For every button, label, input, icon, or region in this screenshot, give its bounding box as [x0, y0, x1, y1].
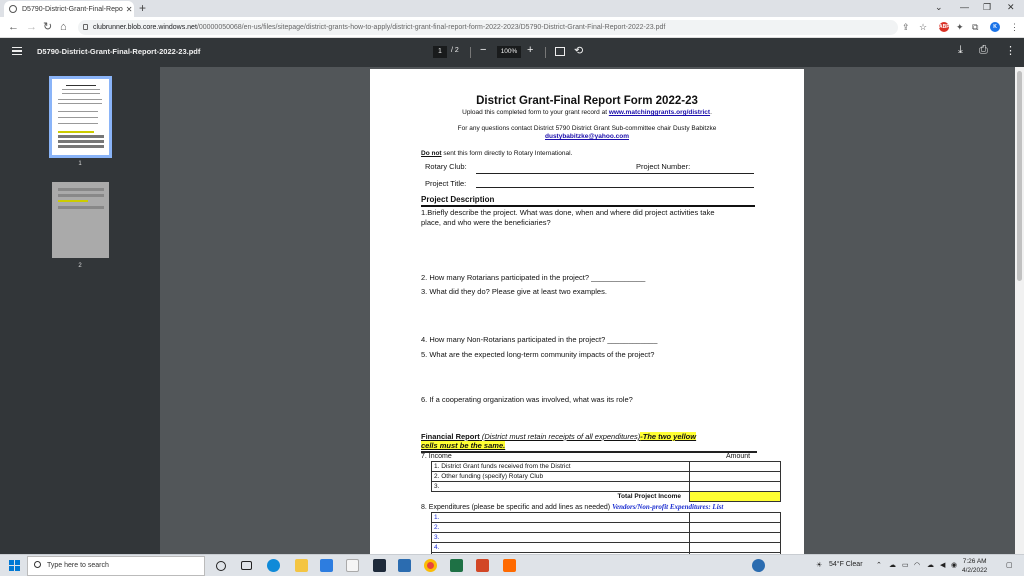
- zoom-out-button[interactable]: −: [480, 44, 487, 56]
- expenditure-row: [432, 513, 781, 523]
- pdf-page: [370, 69, 804, 569]
- financial-report-heading-line1: [421, 432, 696, 441]
- tray-app-icon[interactable]: [752, 559, 765, 572]
- expenditures-label: 8. Expenditures (please be specific and add lines as needed): [421, 504, 613, 511]
- notifications-icon[interactable]: ▢: [1006, 562, 1013, 569]
- expenditures-note: Vendors/Non-profit Expenditures: List: [612, 503, 724, 511]
- close-window-button[interactable]: ✕: [1007, 2, 1015, 12]
- close-tab-icon[interactable]: ✕: [125, 4, 133, 14]
- income-amount-cell[interactable]: [690, 462, 781, 472]
- income-amount-cell[interactable]: [690, 472, 781, 482]
- forward-icon[interactable]: →: [26, 21, 37, 33]
- financial-report-heading-line2: [421, 441, 505, 450]
- minimize-button[interactable]: —: [960, 2, 969, 12]
- profile-avatar[interactable]: K: [990, 22, 1000, 32]
- windows-taskbar: [0, 554, 1024, 576]
- powerpoint-icon[interactable]: [476, 559, 489, 572]
- total-income-row: [432, 492, 781, 502]
- contact-email-wrap: [370, 133, 804, 140]
- income-row-label: 3.: [432, 482, 690, 492]
- rotate-icon[interactable]: ⟲: [574, 45, 584, 57]
- zoom-level-input[interactable]: 100%: [497, 46, 521, 58]
- income-row: [432, 462, 781, 472]
- url-host: clubrunner.blob.core.windows.net: [93, 24, 197, 31]
- globe-icon: [9, 5, 17, 13]
- lock-icon[interactable]: [83, 24, 88, 30]
- home-icon[interactable]: ⌂: [60, 21, 67, 33]
- app-icon-orange[interactable]: [503, 559, 516, 572]
- menu-dots-icon[interactable]: ⋮: [1010, 22, 1019, 32]
- tray-wifi-icon[interactable]: ◉: [951, 562, 958, 569]
- upload-text: Upload this completed form to your grant record at: [462, 109, 609, 116]
- income-table: [431, 461, 781, 502]
- weather-text[interactable]: 54°F Clear: [829, 561, 863, 568]
- financial-yellow-note-1: -The two yellow: [640, 432, 697, 441]
- page-thumbnail-2[interactable]: [52, 182, 109, 258]
- reload-icon[interactable]: ↻: [43, 21, 53, 33]
- total-income-cell[interactable]: [690, 492, 781, 502]
- browser-nav-bar: [0, 17, 1024, 38]
- back-icon[interactable]: ←: [8, 21, 19, 33]
- fit-to-page-icon[interactable]: [555, 47, 565, 56]
- task-view-icon[interactable]: [241, 561, 252, 570]
- do-not-rest: sent this form directly to Rotary International.: [441, 150, 573, 157]
- expenditure-row: [432, 523, 781, 533]
- adblock-extension-icon[interactable]: ABP: [939, 24, 950, 30]
- browser-tab-strip: [0, 0, 1024, 17]
- expenditure-row: [432, 533, 781, 543]
- url-path: /00000050068/en-us/files/sitepage/district-grants-how-to-apply/district-grant-final-report-form-2022-2023/D5790-District-Grant-Final-Report-2022-23.pdf: [196, 24, 666, 31]
- question-6: 6. If a cooperating organization was involved, what was its role?: [421, 395, 633, 404]
- expenditure-amount-cell[interactable]: [690, 513, 781, 523]
- question-3: 3. What did they do? Please give at least two examples.: [421, 287, 607, 296]
- microsoft-store-icon[interactable]: [320, 559, 333, 572]
- restore-button[interactable]: ❐: [983, 2, 992, 12]
- expenditures-heading: [421, 503, 723, 511]
- matchinggrants-link[interactable]: www.matchinggrants.org/district: [608, 109, 711, 116]
- question-5: 5. What are the expected long-term community impacts of the project?: [421, 350, 655, 359]
- new-tab-button[interactable]: +: [139, 1, 147, 15]
- thumbnail-label: 2: [78, 263, 82, 269]
- pdf-filename: D5790-District-Grant-Final-Report-2022-23.pdf: [37, 47, 201, 56]
- financial-heading: Financial Report: [421, 432, 480, 441]
- bookmark-star-icon[interactable]: ☆: [919, 22, 928, 32]
- menu-icon[interactable]: [12, 47, 22, 55]
- weather-icon[interactable]: ☀: [816, 562, 823, 569]
- income-label: 7. Income: [421, 453, 452, 460]
- clock-time: 7:26 AM: [962, 558, 987, 565]
- edge-browser-icon[interactable]: [267, 559, 280, 572]
- extensions-puzzle-icon[interactable]: ⧉: [972, 22, 979, 32]
- rotary-club-field[interactable]: [476, 173, 754, 174]
- page-thumbnail-1[interactable]: [52, 79, 109, 155]
- contact-email-link[interactable]: dustybabitzke@yahoo.com: [545, 133, 629, 140]
- amount-label: Amount: [726, 453, 751, 460]
- tray-cloud-icon[interactable]: ☁: [889, 562, 896, 569]
- browser-tab[interactable]: [4, 1, 134, 17]
- income-row-label: 1. District Grant funds received from the District: [432, 462, 690, 472]
- question-1-line-1: 1.Briefly describe the project. What was done, when and where did project activities take: [421, 208, 715, 217]
- contact-text: For any questions contact District 5790 District Grant Sub-committee chair Dusty Babitzke: [457, 125, 717, 132]
- vertical-scrollbar[interactable]: [1015, 67, 1024, 554]
- page-total: / 2: [451, 47, 459, 54]
- expenditure-row-label: 1.: [432, 513, 690, 523]
- app-icon[interactable]: [346, 559, 359, 572]
- share-icon[interactable]: ⇪: [902, 22, 910, 32]
- taskbar-search-input[interactable]: Type here to search: [27, 556, 205, 576]
- financial-yellow-note-2: cells must be the same.: [421, 441, 506, 450]
- volume-icon[interactable]: ◀: [940, 562, 946, 569]
- total-income-label: Total Project Income: [617, 493, 681, 501]
- toolbar-divider: [470, 47, 471, 58]
- project-title-label: Project Title:: [425, 179, 467, 188]
- tray-network-icon[interactable]: ◠: [914, 562, 921, 569]
- do-not-emphasis: Do not: [421, 150, 442, 157]
- file-explorer-icon[interactable]: [295, 559, 308, 572]
- extension-icon[interactable]: ✦: [956, 22, 964, 32]
- income-row: [432, 472, 781, 482]
- download-icon[interactable]: ⤓: [958, 44, 963, 56]
- income-row-label: 2. Other funding (specify) Rotary Club: [432, 472, 690, 482]
- print-icon[interactable]: ⎙: [979, 44, 988, 56]
- taskbar-clock[interactable]: [962, 557, 987, 575]
- rotary-club-label: Rotary Club:: [425, 162, 467, 171]
- expenditure-amount-cell[interactable]: [690, 533, 781, 543]
- project-number-label: Project Number:: [636, 162, 691, 171]
- upload-end: .: [710, 109, 712, 116]
- income-row: [432, 482, 781, 492]
- clock-date: 4/2/2022: [962, 567, 988, 574]
- financial-note: (District must retain receipts of all expenditures): [479, 432, 641, 441]
- tab-title: D5790-District-Grant-Final-Repo: [22, 5, 123, 13]
- tray-battery-icon[interactable]: ▭: [902, 562, 909, 569]
- expenditure-amount-cell[interactable]: [690, 543, 781, 553]
- expenditure-amount-cell[interactable]: [690, 523, 781, 533]
- search-icon: [34, 561, 41, 568]
- question-1-line-2: place, and who were the beneficiaries?: [421, 218, 551, 227]
- expenditure-row-label: 2.: [432, 523, 690, 533]
- pdf-viewer: [160, 67, 1015, 554]
- address-bar[interactable]: [78, 20, 898, 35]
- excel-icon[interactable]: [450, 559, 463, 572]
- toolbar-divider: [545, 47, 546, 58]
- mail-icon[interactable]: [398, 559, 411, 572]
- upload-instruction: [370, 109, 804, 116]
- thumbnail-sidebar: [0, 67, 160, 554]
- question-2: 2. How many Rotarians participated in the project? _____________: [421, 273, 646, 282]
- page-number-input[interactable]: 1: [433, 46, 447, 58]
- terminal-app-icon[interactable]: [373, 559, 386, 572]
- tab-search-icon[interactable]: ⌄: [935, 2, 943, 12]
- more-options-icon[interactable]: ⋮: [1005, 45, 1016, 57]
- project-title-field[interactable]: [476, 187, 754, 188]
- show-hidden-icons-icon[interactable]: ⌃: [876, 562, 882, 569]
- income-amount-cell[interactable]: [690, 482, 781, 492]
- question-4: 4. How many Non-Rotarians participated in the project? ____________: [421, 335, 658, 344]
- cortana-icon[interactable]: [216, 561, 226, 571]
- do-not-note: [421, 150, 572, 157]
- project-description-heading: Project Description: [421, 195, 755, 207]
- zoom-in-button[interactable]: +: [527, 44, 534, 56]
- expenditure-row-label: 4.: [432, 543, 690, 553]
- windows-start-icon[interactable]: [9, 560, 21, 572]
- tray-onedrive-icon[interactable]: ☁: [927, 562, 934, 569]
- expenditure-row: [432, 543, 781, 553]
- pdf-toolbar: [0, 38, 1024, 67]
- expenditure-row-label: 3.: [432, 533, 690, 543]
- document-title: District Grant-Final Report Form 2022-23: [476, 95, 698, 107]
- thumbnail-label: 1: [78, 161, 82, 167]
- chrome-icon[interactable]: [424, 559, 437, 572]
- scrollbar-thumb[interactable]: [1017, 71, 1022, 281]
- financial-rule: [421, 451, 757, 453]
